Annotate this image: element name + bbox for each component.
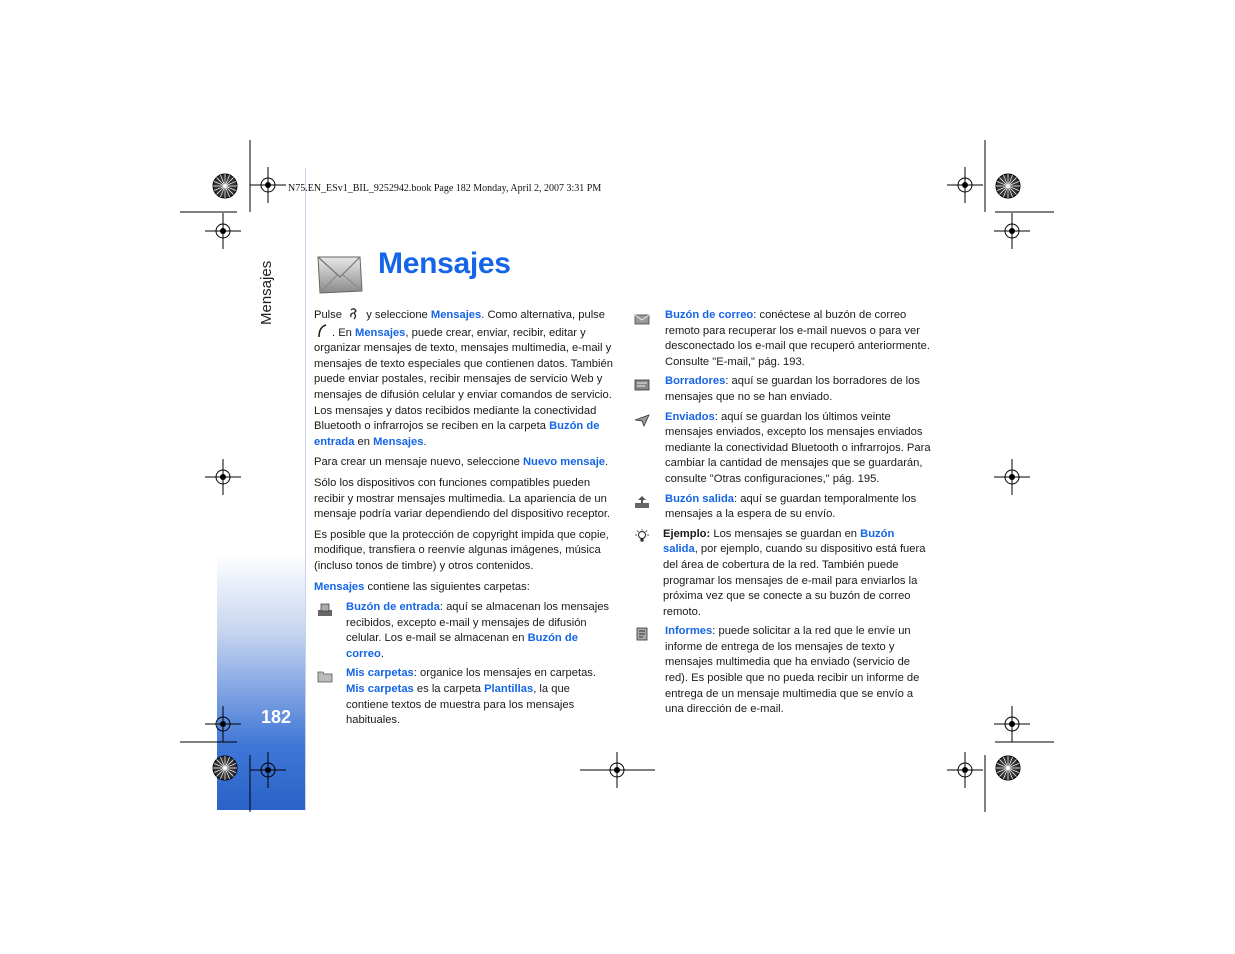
lightbulb-icon (633, 529, 651, 543)
right-column (633, 308, 931, 722)
new-message-paragraph (314, 455, 614, 471)
link-plantillas[interactable]: Plantillas (484, 683, 534, 696)
text: , la que contiene textos de muestra para los mensajes habituales. (346, 683, 575, 727)
folder-item-mailbox (633, 308, 931, 370)
link-buzon-entrada[interactable]: Buzón de entrada (346, 601, 440, 614)
folder-icon (316, 669, 334, 683)
folders-intro (314, 580, 614, 596)
link-buzon-entrada[interactable]: Buzón de entrada (314, 420, 600, 448)
section-label: Mensajes (258, 260, 275, 325)
link-mensajes[interactable]: Mensajes (355, 326, 406, 339)
text: Los mensajes se guardan en (710, 527, 861, 540)
link-mis-carpetas[interactable]: Mis carpetas (346, 683, 414, 696)
text: . En (332, 326, 356, 339)
link-buzon-correo[interactable]: Buzón de correo (346, 632, 578, 660)
text: , puede crear, enviar, recibir, editar y organizar mensajes de texto, mensajes multimedia, e-mail y mensajes de texto especiales que contienen datos. También puede enviar postales, recibir mensajes de servicio Web y mensajes de difusión celular y enviar comandos de servicio. Los mensajes y datos recibidos mediante la conectividad Bluetooth o infrarrojos se reciben en la carpeta (314, 326, 613, 433)
text: : aquí se guardan los borradores de los mensajes que no se han enviado. (665, 375, 920, 403)
text: Para crear un mensaje nuevo, seleccione (314, 456, 523, 469)
link-buzon-correo[interactable]: Buzón de correo (665, 309, 754, 321)
text: Pulse (314, 309, 346, 321)
text: es la carpeta (413, 683, 485, 696)
intro-paragraph (314, 308, 614, 450)
reports-icon (633, 627, 651, 641)
link-mensajes[interactable]: Mensajes (314, 580, 365, 593)
link-nuevo-mensaje[interactable]: Nuevo mensaje (522, 456, 606, 469)
text: : organice los mensajes en carpetas. (413, 667, 596, 680)
link-mensajes[interactable]: Mensajes (430, 309, 482, 321)
left-column (314, 308, 614, 733)
page-title: Mensajes (378, 247, 511, 280)
text: : aquí se almacenan los mensajes recibidos, excepto e-mail y mensajes de difusión celular. Los e-mail se almacenan en (346, 601, 610, 645)
text: : conéctese al buzón de correo remoto para recuperar los e-mail nuevos o para ver desconectado los e-mail que recuperó anteriormente. Consulte "E-mail," pág. 193. (665, 309, 930, 368)
text: . (605, 456, 609, 469)
text: , por ejemplo, cuando su dispositivo está fuera del área de cobertura de la red. También puede programar los mensajes de e-mail para enviarlos la próxima vez que se conecte a su buzón de correo remoto. (663, 543, 926, 618)
print-header: N75.EN_ESv1_BIL_9252942.book Page 182 Monday, April 2, 2007 3:31 PM (288, 183, 602, 194)
link-mis-carpetas[interactable]: Mis carpetas (346, 667, 414, 680)
tip-example (633, 527, 931, 621)
link-buzon-salida[interactable]: Buzón salida (663, 527, 895, 556)
text: : aquí se guardan temporalmente los mensajes a la espera de su envío. (665, 492, 917, 521)
copyright-paragraph: Es posible que la protección de copyright impida que copie, modifique, transfiera o reenvíe algunas imágenes, música (incluso tonos de timbre) y otros contenidos. (314, 528, 609, 572)
folder-item-outbox (633, 492, 931, 523)
link-borradores[interactable]: Borradores (665, 375, 726, 388)
text: : puede solicitar a la red que le envíe un informe de entrega de los mensajes de texto y mensajes multimedia que ha enviado (servicio de red). Es posible que no pueda recibir un informe de entrega de un mensaje multimedia que se envío a una dirección de e-mail. (665, 625, 920, 716)
compat-paragraph: Sólo los dispositivos con funciones compatibles pueden recibir y mostrar mensajes multimedia. La apariencia de un mensaje podría variar dependiendo del dispositivo receptor. (314, 476, 611, 521)
link-informes[interactable]: Informes (665, 625, 713, 638)
text: en (354, 435, 374, 448)
text: : aquí se guardan los últimos veinte mensajes enviados, excepto los mensajes enviados mediante la conectividad Bluetooth o infrarrojos. Para cambiar la cantidad de mensajes que se guardarán, consulte "Otras configuraciones," pág. 195. (665, 410, 931, 485)
envelope-icon (315, 253, 365, 295)
text: y seleccione (363, 309, 431, 321)
link-enviados[interactable]: Enviados (665, 410, 715, 423)
folder-item-myfolders (314, 666, 614, 728)
folder-item-sent (633, 410, 931, 488)
call-key-icon (314, 324, 332, 338)
mailbox-icon (633, 311, 651, 325)
link-mensajes[interactable]: Mensajes (373, 435, 424, 448)
text: . (423, 435, 427, 448)
text: contiene las siguientes carpetas: (364, 580, 530, 593)
text: . (380, 647, 384, 660)
page-number: 182 (261, 707, 292, 727)
folder-item-reports (633, 624, 931, 718)
tip-label: Ejemplo: (663, 527, 711, 540)
text: . Como alternativa, pulse (481, 309, 605, 321)
outbox-icon (633, 495, 651, 509)
folder-item-inbox (314, 600, 614, 662)
menu-key-icon (345, 308, 363, 320)
drafts-icon (633, 377, 651, 391)
folder-item-drafts (633, 374, 931, 405)
sent-icon (633, 413, 651, 427)
link-buzon-salida[interactable]: Buzón salida (665, 492, 734, 505)
inbox-icon (316, 603, 334, 617)
